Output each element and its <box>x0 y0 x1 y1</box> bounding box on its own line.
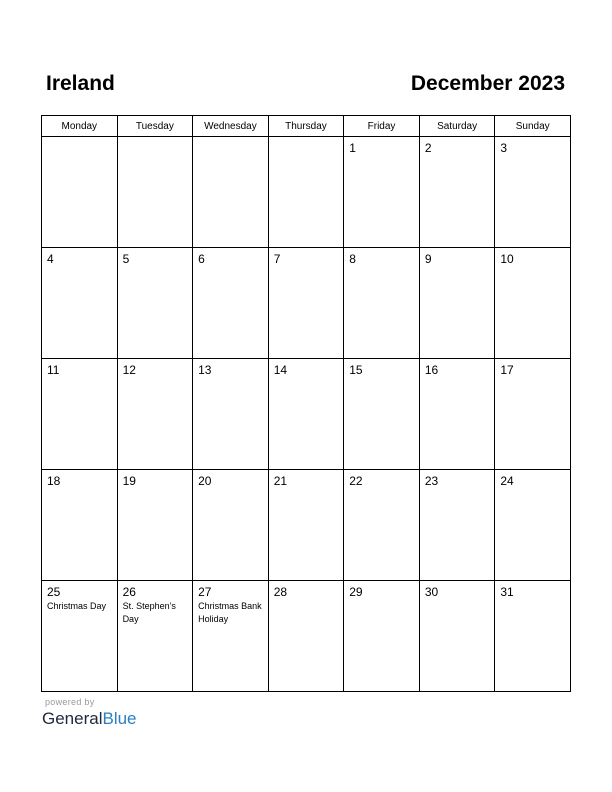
day-number: 19 <box>122 474 136 488</box>
day-number: 2 <box>424 141 432 155</box>
week-row <box>42 137 571 248</box>
day-number: 6 <box>198 252 205 266</box>
day-cell <box>419 137 495 248</box>
day-cell <box>42 248 118 359</box>
brand-blue-text: Blue <box>102 709 137 728</box>
day-number: 14 <box>273 363 288 377</box>
day-number: 8 <box>349 252 356 266</box>
day-number: 27 <box>198 585 212 599</box>
day-cell <box>42 581 118 692</box>
weekday-thursday: Thursday <box>268 116 344 137</box>
day-cell <box>344 470 420 581</box>
weekday-monday: Monday <box>42 116 118 137</box>
day-cell <box>42 359 118 470</box>
weekday-wednesday: Wednesday <box>193 116 269 137</box>
weekday-friday: Friday <box>344 116 420 137</box>
day-cell <box>344 248 420 359</box>
brand-general-text: General <box>42 709 103 728</box>
weekday-header-row <box>42 116 571 137</box>
day-cell <box>193 581 269 692</box>
week-row <box>42 359 571 470</box>
day-number: 3 <box>500 141 508 155</box>
day-cell <box>117 137 193 248</box>
day-number: 26 <box>122 585 136 599</box>
day-cell <box>268 470 344 581</box>
day-number: 15 <box>349 363 363 377</box>
weekday-sunday: Sunday <box>495 116 571 137</box>
week-row <box>42 470 571 581</box>
day-number: 29 <box>349 585 363 599</box>
day-cell <box>117 248 193 359</box>
day-number: 22 <box>349 474 363 488</box>
day-cell <box>344 359 420 470</box>
day-number: 20 <box>198 474 212 488</box>
day-number: 1 <box>349 141 356 155</box>
day-cell <box>419 248 495 359</box>
day-number: 10 <box>500 252 514 266</box>
week-row <box>42 581 571 692</box>
day-number: 28 <box>273 585 288 599</box>
day-cell <box>117 470 193 581</box>
footer-branding <box>42 697 137 729</box>
day-number: 16 <box>424 363 439 377</box>
day-number: 21 <box>273 474 288 488</box>
day-cell <box>268 248 344 359</box>
month-year-title: December 2023 <box>410 72 565 95</box>
day-number: 23 <box>424 474 439 488</box>
day-cell <box>344 137 420 248</box>
day-cell <box>495 137 571 248</box>
holiday-label: Christmas Bank Holiday <box>198 601 262 624</box>
day-number: 12 <box>122 363 136 377</box>
day-cell <box>193 470 269 581</box>
day-number: 17 <box>500 363 514 377</box>
day-number: 18 <box>47 474 61 488</box>
day-number: 24 <box>500 474 514 488</box>
generalblue-logo[interactable] <box>42 709 137 729</box>
day-number: 4 <box>47 252 54 266</box>
weekday-saturday: Saturday <box>419 116 495 137</box>
day-cell <box>268 359 344 470</box>
powered-by-text: powered by <box>45 697 95 707</box>
day-number: 25 <box>47 585 61 599</box>
day-cell <box>42 470 118 581</box>
day-number: 7 <box>273 252 281 266</box>
day-number: 5 <box>122 252 130 266</box>
day-cell <box>117 581 193 692</box>
day-cell <box>193 248 269 359</box>
holiday-label: St. Stephen’s Day <box>122 601 176 624</box>
day-cell <box>42 137 118 248</box>
day-cell <box>419 581 495 692</box>
day-cell <box>193 359 269 470</box>
country-title: Ireland <box>46 72 115 95</box>
holiday-label: Christmas Day <box>47 601 107 611</box>
day-cell <box>268 137 344 248</box>
day-number: 31 <box>500 585 514 599</box>
day-number: 13 <box>198 363 212 377</box>
day-cell <box>495 470 571 581</box>
day-cell <box>344 581 420 692</box>
calendar-grid <box>41 115 571 692</box>
day-cell <box>419 470 495 581</box>
day-cell <box>495 581 571 692</box>
day-number: 9 <box>424 252 432 266</box>
day-cell <box>117 359 193 470</box>
day-number: 30 <box>424 585 439 599</box>
day-cell <box>268 581 344 692</box>
weekday-tuesday: Tuesday <box>117 116 193 137</box>
week-row <box>42 248 571 359</box>
day-number: 11 <box>47 363 60 377</box>
day-cell <box>495 248 571 359</box>
day-cell <box>419 359 495 470</box>
day-cell <box>193 137 269 248</box>
day-cell <box>495 359 571 470</box>
